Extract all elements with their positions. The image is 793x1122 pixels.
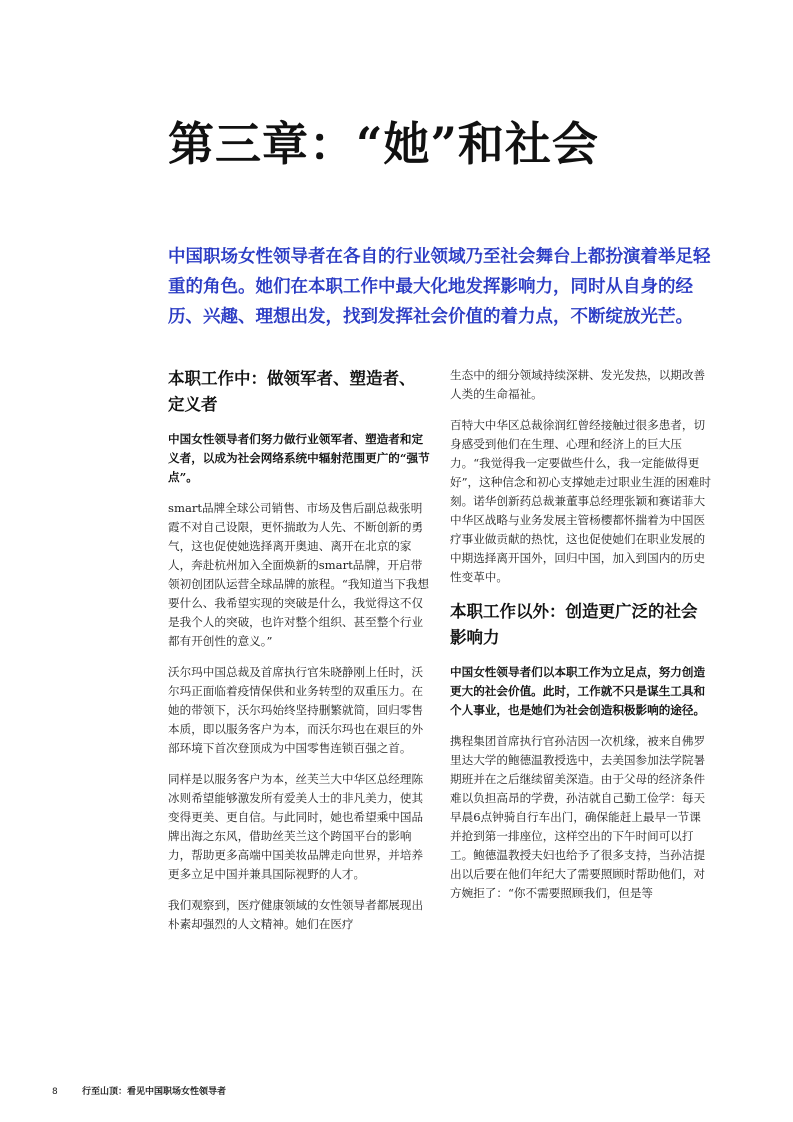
body-paragraph: 携程集团首席执行官孙洁因一次机缘，被来自佛罗里达大学的鲍德温教授选中，去美国参加法学院暑期班并在之后继续留美深造。由于父母的经济条件难以负担高昂的学费，孙洁就自己勤工俭学：每天早晨6点钟骑自行车出门，确保能赶上最早一节课并抢到第一排座位，这样空出的下午时间可以打工。鲍德温教授夫妇也给予了很多支持，当孙洁提出以后要在他们年纪大了需要照顾时帮助他们，对方婉拒了：“你不需要照顾我们，但是等 <box>450 734 706 900</box>
body-paragraph: smart品牌全球公司销售、市场及售后副总裁张明霞不对自己设限，更怀揣敢为人先、不断创新的勇气，这也促使她选择离开奥迪、离开在北京的家人，奔赴杭州加入全面焕新的smart品牌，开启带领初创团队运营全球品牌的旅程。“我知道当下我想要什么、我希望实现的突破是什么，我觉得这不仅是我个人的突破，也许对整个组织、甚至整个行业都有开创性的意义。” <box>168 501 429 648</box>
chapter-title: 第三章：“她”和社会 <box>168 117 599 171</box>
body-paragraph: 沃尔玛中国总裁及首席执行官朱晓静刚上任时，沃尔玛正面临着疫情保供和业务转型的双重压力。在她的带领下，沃尔玛始终坚持删繁就简，回归零售本质，即以服务客户为本，而沃尔玛也在艰巨的外部环境下首次登顶成为中国零售连锁百强之首。 <box>168 665 424 755</box>
section-lead: 中国女性领导者们努力做行业领军者、塑造者和定义者，以成为社会网络系统中辐射范围更广的“强节点”。 <box>168 432 430 484</box>
body-paragraph: 百特大中华区总裁徐润红曾经接触过很多患者，切身感受到他们在生理、心理和经济上的巨大压力。“我觉得我一定要做些什么，我一定能做得更好”，这种信念和初心支撑她走过职业生涯的困难时刻。诺华创新药总裁兼董事总经理张颖和赛诺菲大中华区战略与业务发展主管杨樱都怀揣着为中国医疗事业做贡献的热忱，这也促使她们在职业发展的中期选择离开国外，回归中国，加入到国内的历史性变革中。 <box>450 418 711 584</box>
left-column <box>168 366 430 946</box>
page-footer <box>52 1084 226 1097</box>
section-heading-social-impact: 本职工作以外：创造更广泛的社会影响力 <box>450 602 698 647</box>
intro-paragraph: 中国职场女性领导者在各自的行业领域乃至社会舞台上都扮演着举足轻重的角色。她们在本职工作中最大化地发挥影响力，同时从自身的经历、兴趣、理想出发，找到发挥社会价值的着力点，不断绽放光芒。 <box>168 247 711 327</box>
body-paragraph: 同样是以服务客户为本，丝芙兰大中华区总经理陈冰则希望能够激发所有爱美人士的非凡美力，使其变得更美、更自信。与此同时，她也希望乘中国品牌出海之东风，借助丝芙兰这个跨国平台的影响力，帮助更多高端中国美妆品牌走向世界，并培养更多立足中国并兼具国际视野的人才。 <box>168 772 424 881</box>
section-lead: 中国女性领导者们以本职工作为立足点，努力创造更大的社会价值。此时，工作就不只是谋生工具和个人事业，也是她们为社会创造积极影响的途径。 <box>450 665 706 717</box>
body-paragraph: 我们观察到，医疗健康领域的女性领导者都展现出朴素却强烈的人文精神。她们在医疗 <box>168 898 424 931</box>
page-number: 8 <box>52 1087 58 1097</box>
section-heading-core-work: 本职工作中：做领军者、塑造者、定义者 <box>168 369 416 414</box>
right-column <box>450 366 712 915</box>
report-title: 行至山顶：看见中国职场女性领导者 <box>82 1087 227 1097</box>
body-paragraph: 生态中的细分领域持续深耕、发光发热，以期改善人类的生命福祉。 <box>450 368 706 401</box>
